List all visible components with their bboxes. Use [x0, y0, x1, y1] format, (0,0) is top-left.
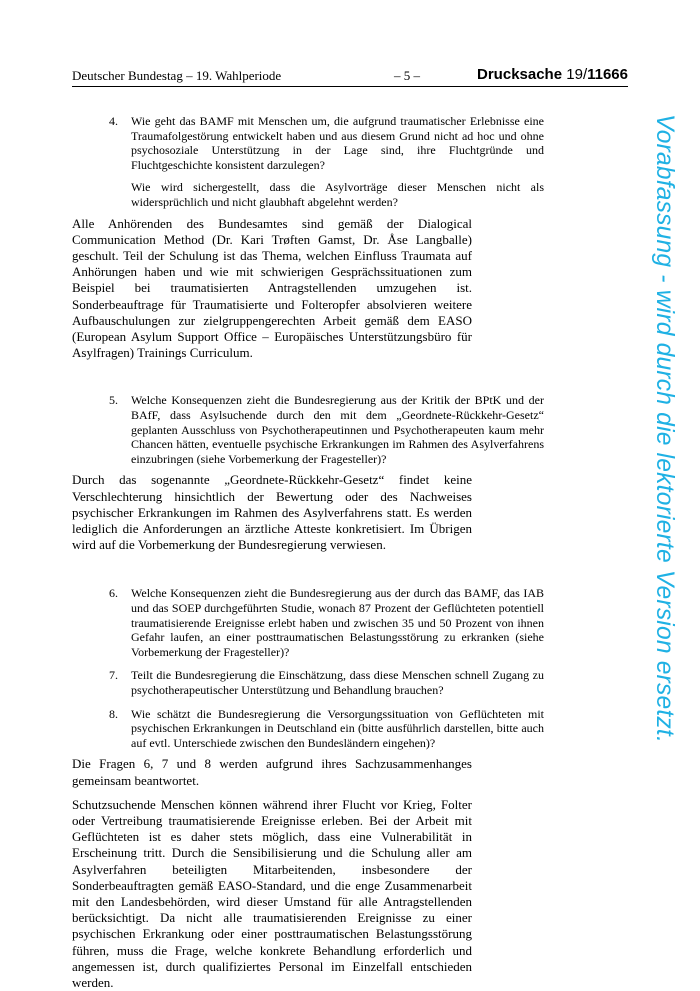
session-number: 19	[566, 66, 583, 83]
question-4	[109, 114, 544, 210]
question-text: Wie geht das BAMF mit Menschen um, die aufgrund traumatischer Erlebnisse eine Traumafolgestörung entwickelt haben und aus diesem Grund nicht ad hoc und ohne psychosoziale Unterstützung in der Lage sind, ihre Fluchtgründe und Fluchtgeschichte konsistent darzulegen?	[131, 114, 544, 172]
page-content	[72, 114, 628, 991]
answer-6-7-8-body: Schutzsuchende Menschen können während ihrer Flucht vor Krieg, Folter oder Vertreibung traumatisierende Ereignisse erleben. Bei der Arbeit mit Geflüchteten ist es daher stets möglich, dass eine Vulnerabilität in Erscheinung tritt. Durch die Sensibilisierung und die Schulung aller am Asylverfahren beteiligten Mitarbeitenden, insbesondere der Sonderbeauftragten gemäß EASO-Standard, und die enge Zusammenarbeit mit den Landesbehörden, wird dieser Umstand für alle Antragstellenden berücksichtigt. Da nicht alle traumatisierenden Ereignisse zu einer psychischen Erkrankung oder einer posttraumatischen Belastungsstörung führen, muss die Frage, welche konkrete Behandlung erforderlich und angemessen ist, durch qualifiziertes Personal im Einzelfall entschieden werden.	[72, 796, 472, 990]
number-separator: /	[582, 66, 588, 83]
print-number: 11666	[587, 66, 628, 83]
header-publisher: Deutscher Bundestag – 19. Wahlperiode	[72, 68, 282, 83]
question-text-followup: Wie wird sichergestellt, dass die Asylvorträge dieser Menschen nicht als widersprüchlich und nicht glaubhaft abgelehnt werden?	[131, 180, 544, 209]
question-text: Welche Konsequenzen zieht die Bundesregierung aus der durch das BAMF, das IAB und das SOEP durchgeführten Studie, wonach 87 Prozent der Geflüchteten potentiell traumatisierende Ereignisse erlebt haben und zwischen 35 und 50 Prozent von ihnen Gefahr laufen, an einer posttraumatischen Belastungsstörung zu erkranken (siehe Vorbemerkung der Fragesteller)?	[131, 586, 544, 659]
question-text: Teilt die Bundesregierung die Einschätzung, dass diese Menschen schnell Zugang zu psychotherapeutischer Unterstützung und Behandlung brauchen?	[131, 668, 544, 697]
question-text: Welche Konsequenzen zieht die Bundesregierung aus der Kritik der BPtK und der BAfF, dass Asylsuchende durch den mit dem „Geordnete-Rückkehr-Gesetz“ geplanten Ausschluss von Psychotherapeutinnen und Psychotherapeuten kaum mehr Chancen hätten, eventuelle psychische Erkrankungen im Rahmen des Asylverfahrens einzubringen (siehe Vorbemerkung der Fragesteller)?	[131, 393, 544, 466]
question-6	[109, 586, 544, 659]
question-text: Wie schätzt die Bundesregierung die Versorgungssituation von Geflüchteten mit psychischen Erkrankungen in Deutschland ein (bitte ausführlich darstellen, bitte auch auf evtl. Unterschiede zwischen den Bundesländern eingehen)?	[131, 706, 544, 750]
document-label: Drucksache	[477, 66, 563, 83]
page-number: – 5 –	[394, 68, 420, 83]
question-number: 6.	[109, 586, 118, 601]
question-5	[109, 393, 544, 466]
question-7	[109, 668, 544, 697]
answer-5: Durch das sogenannte „Geordnete-Rückkehr-Gesetz“ findet keine Verschlechterung hinsichtlich der Bewertung oder des Nachweises psychischer Erkrankungen im Rahmen des Asylverfahrens statt. Es werden lediglich die Anforderungen an ärztliche Atteste konkretisiert. Im Übrigen wird auf die Vorbemerkung der Bundesregierung verwiesen.	[72, 472, 472, 553]
question-number: 8.	[109, 706, 118, 721]
watermark-text: Vorabfassung - wird durch die lektorierte Version ersetzt.	[651, 114, 678, 744]
page-header	[72, 66, 628, 87]
question-8	[109, 706, 544, 751]
draft-watermark	[650, 114, 678, 904]
answer-6-7-8-intro: Die Fragen 6, 7 und 8 werden aufgrund ihres Sachzusammenhanges gemeinsam beantwortet.	[72, 756, 472, 788]
question-number: 4.	[109, 114, 118, 128]
answer-4: Alle Anhörenden des Bundesamtes sind gemäß der Dialogical Communication Method (Dr. Kari Trøften Gamst, Dr. Åse Langballe) geschult. Teil der Schulung ist das Thema, welchen Einfluss Traumata auf Anhörungen haben und wie mit schwierigen Gesprächssituationen zum Beispiel bei traumatisierten Antragstellenden umzugehen ist. Sonderbeauftrage für Traumatisierte und Folteropfer absolvieren weitere Aufbauschulungen zur zielgruppengerechten Arbeit gemäß dem EASO (European Asylum Support Office – Europäisches Unterstützungsbüro für Asylfragen) Trainings Curriculum.	[72, 215, 472, 361]
question-number: 5.	[109, 393, 118, 408]
question-number: 7.	[109, 668, 118, 683]
document-number	[477, 66, 628, 83]
